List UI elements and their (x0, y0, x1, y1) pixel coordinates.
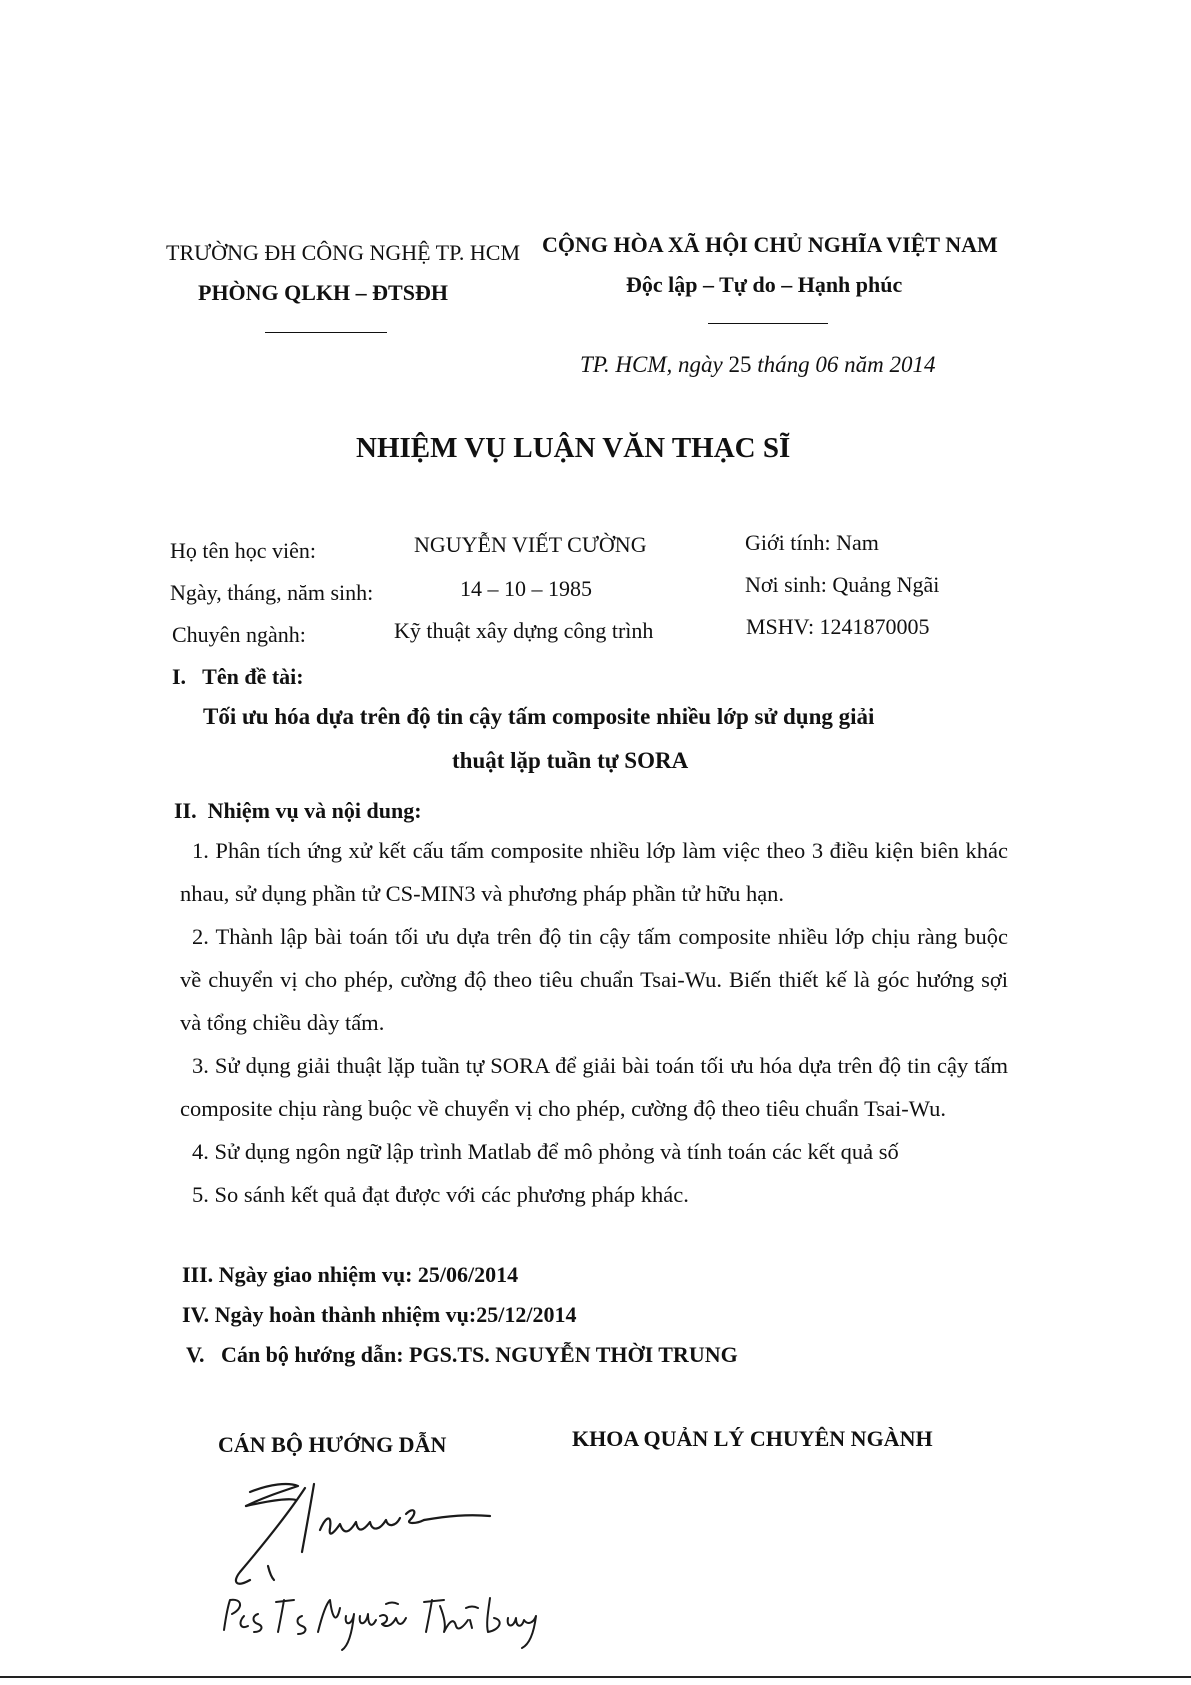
page-bottom-border (0, 1676, 1191, 1678)
task-item-3: 3. Sử dụng giải thuật lặp tuần tự SORA để giải bài toán tối ưu hóa dựa trên độ tin cậy tấm composite chịu ràng buộc về chuyển vị cho phép, cường độ theo tiêu chuẩn Tsai-Wu. (180, 1053, 1008, 1121)
national-title: CỘNG HÒA XÃ HỘI CHỦ NGHĨA VIỆT NAM (542, 232, 998, 257)
complete-date: IV. Ngày hoàn thành nhiệm vụ:25/12/2014 (182, 1302, 577, 1327)
student-name: NGUYỄN VIẾT CƯỜNG (414, 532, 647, 557)
school-name: TRƯỜNG ĐH CÔNG NGHỆ TP. HCM (166, 240, 521, 265)
task-item-1: 1. Phân tích ứng xử kết cấu tấm composite nhiều lớp làm việc theo 3 điều kiện biên khác nhau, sử dụng phần tử CS-MIN3 và phương pháp phần tử hữu hạn. (180, 838, 1008, 906)
supervisor: V. Cán bộ hướng dẫn: PGS.TS. NGUYỄN THỜI TRUNG (186, 1342, 738, 1367)
section-1-heading: I. Tên đề tài: (172, 664, 304, 689)
topic-line-2: thuật lặp tuần tự SORA (452, 748, 689, 773)
section-2-heading: II. Nhiệm vụ và nội dung: (174, 798, 422, 823)
date-month: 06 (815, 352, 839, 377)
page-title: NHIỆM VỤ LUẬN VĂN THẠC SĨ (356, 432, 791, 464)
supervisor-signature-label: CÁN BỘ HƯỚNG DẪN (218, 1432, 447, 1457)
faculty-signature-label: KHOA QUẢN LÝ CHUYÊN NGÀNH (572, 1426, 933, 1451)
signature-handwritten-name (218, 1586, 558, 1656)
assign-date: III. Ngày giao nhiệm vụ: 25/06/2014 (182, 1262, 519, 1287)
left-divider (265, 332, 387, 333)
date-year-word: năm (844, 352, 884, 377)
task-item-4: 4. Sử dụng ngôn ngữ lập trình Matlab để mô phỏng và tính toán các kết quả số (192, 1139, 899, 1164)
date-year: 2014 (889, 352, 936, 377)
birthplace: Nơi sinh: Quảng Ngãi (745, 572, 940, 597)
date-line (580, 352, 935, 378)
major-value: Kỹ thuật xây dựng công trình (394, 618, 654, 643)
task-item-2: 2. Thành lập bài toán tối ưu dựa trên độ tin cậy tấm composite nhiều lớp chịu ràng buộc về chuyển vị cho phép, cường độ theo tiêu chuẩn Tsai-Wu. Biến thiết kế là góc hướng sợi và tổng chiều dày tấm. (180, 924, 1008, 1035)
topic-line-1: Tối ưu hóa dựa trên độ tin cậy tấm composite nhiều lớp sử dụng giải (203, 704, 875, 729)
national-motto: Độc lập – Tự do – Hạnh phúc (626, 272, 903, 297)
dob-label: Ngày, tháng, năm sinh: (170, 580, 374, 605)
task-item-5: 5. So sánh kết quả đạt được với các phương pháp khác. (192, 1182, 689, 1207)
date-prefix: TP. HCM, ngày (580, 352, 723, 377)
task-list (180, 829, 1008, 1216)
gender: Giới tính: Nam (745, 530, 879, 555)
name-label: Họ tên học viên: (170, 538, 317, 563)
student-id: MSHV: 1241870005 (746, 614, 930, 639)
date-month-word: tháng (757, 352, 810, 377)
date-day: 25 (728, 352, 752, 377)
dob-value: 14 – 10 – 1985 (460, 576, 592, 601)
department-name: PHÒNG QLKH – ĐTSĐH (198, 280, 448, 305)
right-divider (708, 323, 828, 324)
signature-scribble (210, 1470, 510, 1600)
major-label: Chuyên ngành: (172, 622, 306, 647)
